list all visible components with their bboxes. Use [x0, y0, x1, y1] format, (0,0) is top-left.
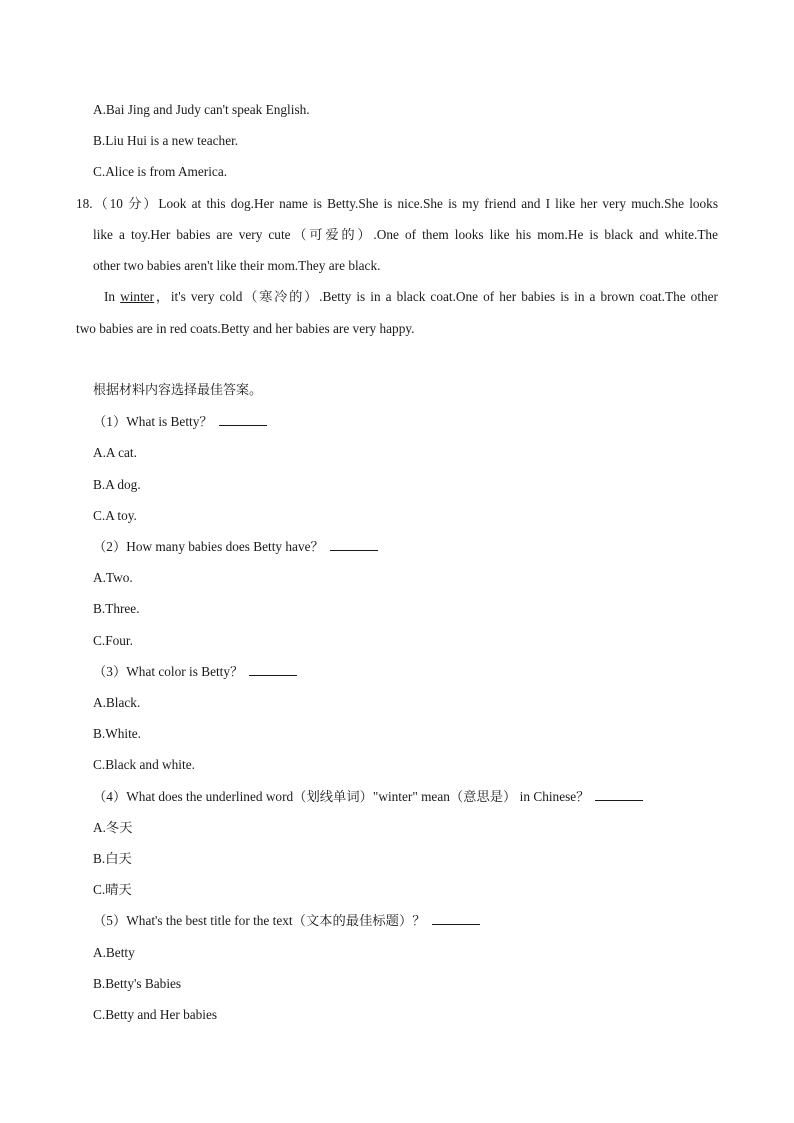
question-1-stem — [93, 413, 267, 431]
question-1-option-c: C.A toy. — [93, 508, 137, 523]
q18-passage-line-1 — [76, 195, 718, 213]
question-1-text: （1）What is Betty？ — [93, 414, 213, 429]
answer-blank-5[interactable] — [432, 912, 480, 925]
q18-passage-line-3: other two babies aren't like their mom.They are black. — [93, 258, 381, 273]
question-1-option-b: B.A dog. — [93, 477, 141, 492]
question-5-text: （5）What's the best title for the text（文本的最佳标题）？ — [93, 913, 426, 928]
question-3-option-a: A.Black. — [93, 695, 141, 710]
question-2-option-b: B.Three. — [93, 601, 140, 616]
q18-passage-line-5: two babies are in red coats.Betty and her babies are very happy. — [76, 321, 415, 336]
question-5-option-a: A.Betty — [93, 945, 135, 960]
answer-blank-3[interactable] — [249, 663, 297, 676]
question-2-text: （2）How many babies does Betty have？ — [93, 539, 324, 554]
q18-number: 18. — [76, 196, 93, 211]
q18-text-1: Look at this dog.Her name is Betty.She is nice.She is my friend and I like her very much.She looks — [158, 196, 719, 211]
question-5-option-c: C.Betty and Her babies — [93, 1007, 218, 1022]
prev-option-a: A.Bai Jing and Judy can't speak English. — [93, 102, 310, 117]
answer-blank-4[interactable] — [595, 788, 643, 801]
underlined-word-winter: winter — [120, 289, 155, 304]
question-3-stem — [93, 663, 297, 681]
question-4-text: （4）What does the underlined word（划线单词）"winter" mean（意思是） in Chinese？ — [93, 789, 590, 804]
q18-passage-line-4 — [104, 288, 718, 306]
question-5-option-b: B.Betty's Babies — [93, 976, 182, 991]
question-2-option-c: C.Four. — [93, 633, 133, 648]
question-4-stem — [93, 788, 643, 806]
question-1-option-a: A.A cat. — [93, 445, 137, 460]
q18-text-in: In — [104, 289, 121, 304]
question-3-option-b: B.White. — [93, 726, 142, 741]
question-4-option-c: C.晴天 — [93, 882, 132, 897]
question-3-option-c: C.Black and white. — [93, 757, 195, 772]
question-5-stem — [93, 912, 480, 930]
q18-passage-line-2: like a toy.Her babies are very cute（可爱的）.One of them looks like his mom.He is black and white.The — [93, 227, 718, 242]
instruction: 根据材料内容选择最佳答案。 — [93, 383, 263, 398]
question-3-text: （3）What color is Betty？ — [93, 664, 244, 679]
q18-text-4: ，it's very cold（寒冷的）.Betty is in a black coat.One of her babies is in a brown coat.The other — [154, 289, 718, 304]
question-2-option-a: A.Two. — [93, 570, 133, 585]
q18-score: （10 分） — [92, 196, 159, 211]
prev-option-c: C.Alice is from America. — [93, 164, 228, 179]
question-2-stem — [93, 538, 378, 556]
question-4-option-b: B.白天 — [93, 851, 132, 866]
answer-blank-1[interactable] — [219, 413, 267, 426]
question-4-option-a: A.冬天 — [93, 820, 133, 835]
prev-option-b: B.Liu Hui is a new teacher. — [93, 133, 239, 148]
answer-blank-2[interactable] — [330, 538, 378, 551]
